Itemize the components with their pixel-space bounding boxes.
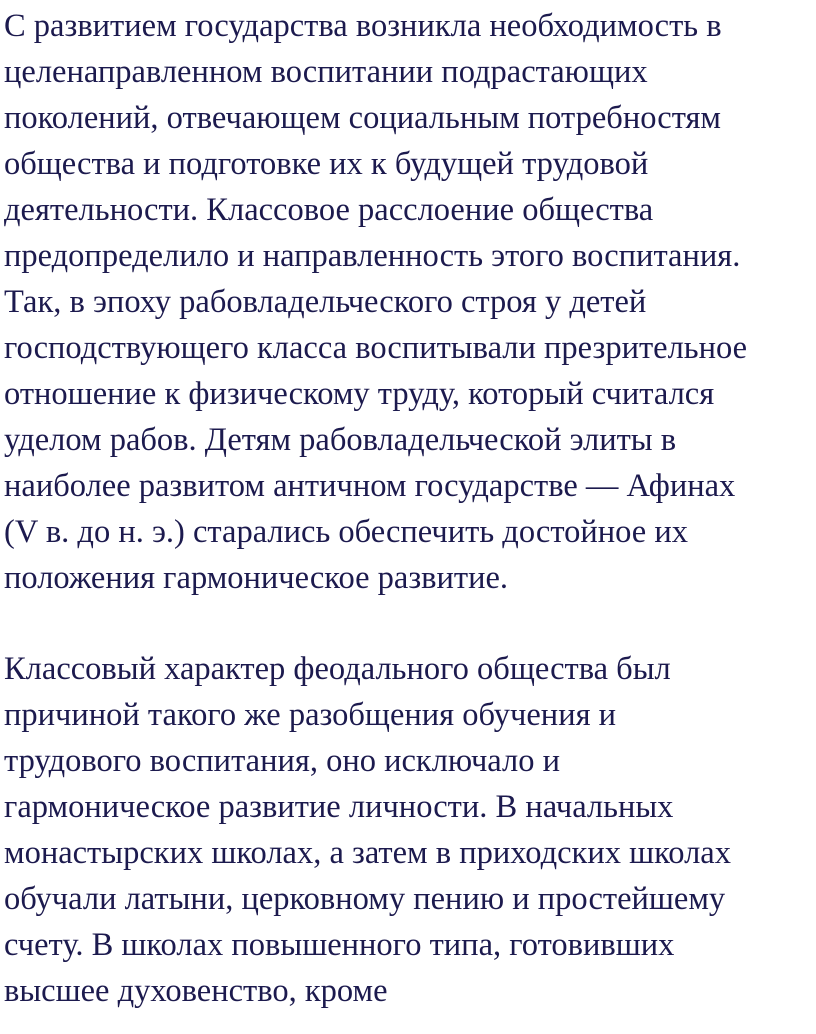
paragraph-1-line-13: положения гармоническое развитие. xyxy=(4,560,509,596)
paragraph-2-line-7: счету. В школах повышенного типа, готовивших xyxy=(4,927,675,963)
paragraph-1-line-5: деятельности. Классовое расслоение общества xyxy=(4,192,654,228)
paragraph-1-line-10: уделом рабов. Детям рабовладельческой элиты в xyxy=(4,422,677,458)
paragraph-1-line-4: общества и подготовке их к будущей трудовой xyxy=(4,146,649,182)
paragraph-1-line-7: Так, в эпоху рабовладельческого строя у детей xyxy=(4,284,647,320)
paragraph-2-line-2: причиной такого же разобщения обучения и xyxy=(4,697,617,733)
paragraph-2-line-4: гармоническое развитие личности. В начальных xyxy=(4,789,674,825)
paragraph-1-line-2: целенаправленном воспитании подрастающих xyxy=(4,54,648,90)
paragraph-2-line-1: Классовый характер феодального общества был xyxy=(4,651,671,687)
paragraph-2-line-6: обучали латыни, церковному пению и простейшему xyxy=(4,881,726,917)
paragraph-1-line-3: поколений, отвечающем социальным потребностям xyxy=(4,100,721,136)
paragraph-1-line-6: предопределило и направленность этого воспитания. xyxy=(4,238,741,274)
paragraph-2-line-3: трудового воспитания, оно исключало и xyxy=(4,743,561,779)
paragraph-1-line-12: (V в. до н. э.) старались обеспечить достойное их xyxy=(4,514,688,550)
paragraph-1-line-8: господствующего класса воспитывали презрительное xyxy=(4,330,748,366)
paragraph-1-line-1: С развитием государства возникла необходимость в xyxy=(4,8,722,44)
paragraph-2 xyxy=(4,646,731,1014)
document-page xyxy=(4,0,814,1034)
paragraph-1-line-11: наиболее развитом античном государстве — Афинах xyxy=(4,468,736,504)
paragraph-1 xyxy=(4,3,747,601)
paragraph-2-line-5: монастырских школах, а затем в приходских школах xyxy=(4,835,731,871)
paragraph-2-line-8: высшее духовенство, кроме xyxy=(4,973,388,1009)
paragraph-1-line-9: отношение к физическому труду, который считался xyxy=(4,376,715,412)
